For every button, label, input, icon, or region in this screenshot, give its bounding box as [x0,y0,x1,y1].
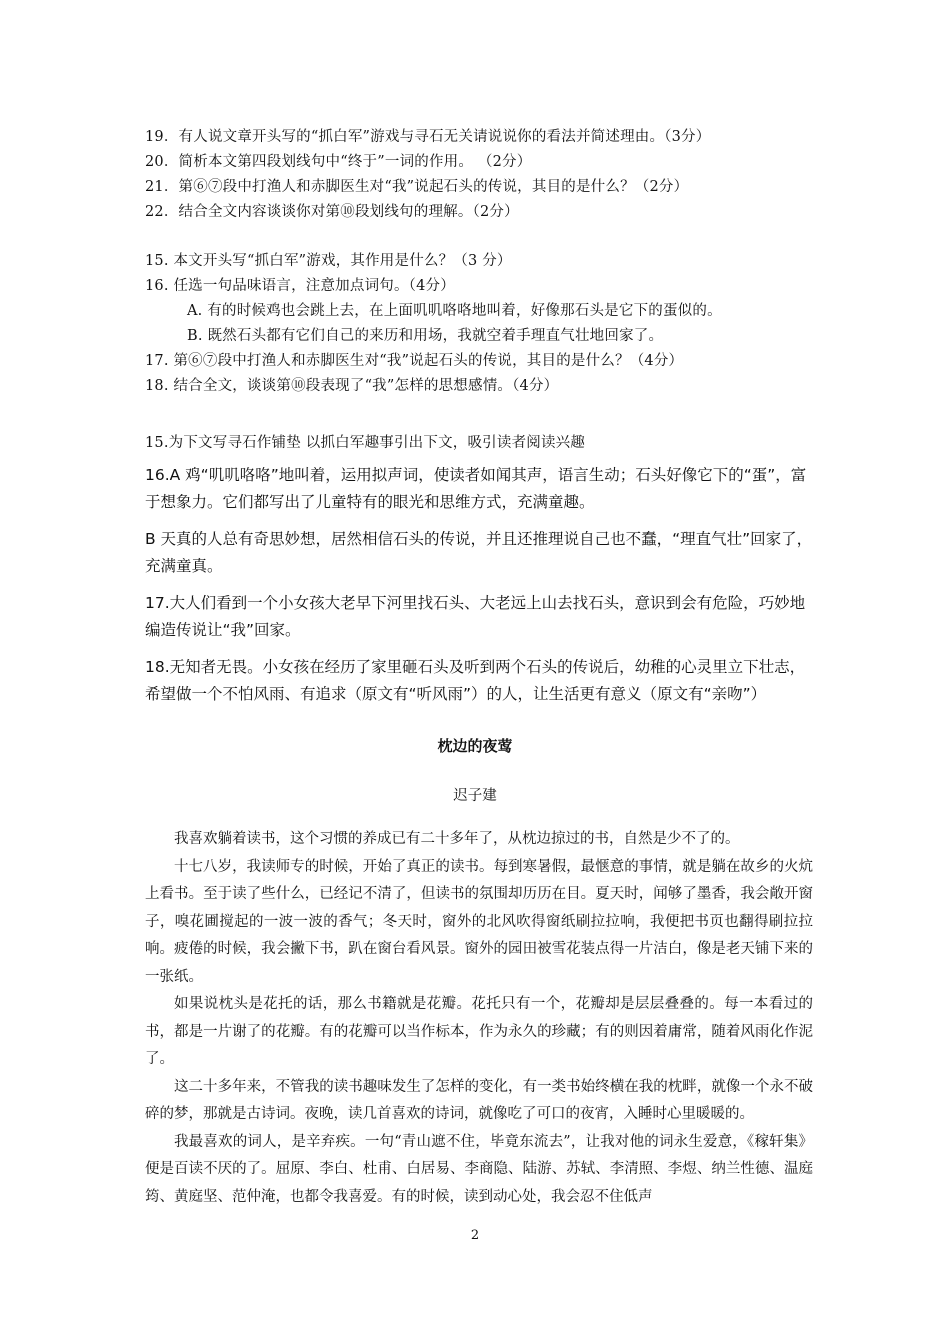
answers-block [145,462,815,718]
essay-paragraph: 这二十多年来，不管我的读书趣味发生了怎样的变化，有一类书始终横在我的枕畔，就像一个永不破碎的梦，那就是古诗词。夜晚，读几首喜欢的诗词，就像吃了可口的夜宵，入睡时心里暖暖的。 [145,1078,813,1122]
page-number: 2 [470,1228,480,1243]
question-18: 18. 结合全文，谈谈第⑩段表现了“我”怎样的思想感情。（4分） [145,378,559,394]
answer-16b: B 天真的人总有奇思妙想，居然相信石头的传说，并且还推理说自己也不蠢，“理直气壮”回家了，充满童真。 [145,530,813,575]
questions-set-a [145,125,815,225]
question-21: 21．第⑥⑦段中打渔人和赤脚医生对“我”说起石头的传说，其目的是什么？（2分） [145,179,689,195]
question-16-option-b: B. 既然石头都有它们自己的来历和用场，我就空着手理直气壮地回家了。 [187,328,664,344]
essay-paragraph: 如果说枕头是花托的话，那么书籍就是花瓣。花托只有一个，花瓣却是层层叠叠的。每一本看过的书，都是一片谢了的花瓣。有的花瓣可以当作标本，作为永久的珍藏；有的则因着庸常，随着风雨化作泥了。 [145,996,813,1067]
answer-15-text: 15.为下文写寻石作铺垫 以抓白军趣事引出下文，吸引读者阅读兴趣 [145,435,586,451]
essay-paragraph: 十七八岁，我读师专的时候，开始了真正的读书。每到寒暑假，最惬意的事情，就是躺在故乡的火炕上看书。至于读了些什么，已经记不清了，但读书的氛围却历历在目。夏天时，闻够了墨香，我会敞开窗子，嗅花圃搅起的一波一波的香气；冬天时，窗外的北风吹得窗纸刷拉拉响，我便把书页也翻得刷拉拉响。疲倦的时候，我会撇下书，趴在窗台看风景。窗外的园田被雪花装点得一片洁白，像是老天铺下来的一张纸。 [145,858,813,985]
answer-18: 18.无知者无畏。小女孩在经历了家里砸石头及听到两个石头的传说后，幼稚的心灵里立下壮志，希望做一个不怕风雨、有追求（原文有“听风雨”）的人，让生活更有意义（原文有“亲吻”） [145,658,806,703]
question-20: 20．简析本文第四段划线句中“终于”一词的作用。 （2分） [145,154,532,170]
essay-paragraph: 我喜欢躺着读书，这个习惯的养成已有二十多年了，从枕边掠过的书，自然是少不了的。 [174,831,740,847]
question-19: 19．有人说文章开头写的“抓白军”游戏与寻石无关请说说你的看法并简述理由。（3分） [145,129,711,145]
question-16: 16. 任选一句品味语言，注意加点词句。（4分） [145,278,455,294]
answer-16a: 16.A 鸡“叽叽咯咯”地叫着，运用拟声词，使读者如闻其声，语言生动；石头好像它下的“蛋”，富于想象力。它们都写出了儿童特有的眼光和思维方式，充满童趣。 [145,466,807,511]
answer-17: 17.大人们看到一个小女孩大老早下河里找石头、大老远上山去找石头，意识到会有危险，巧妙地编造传说让“我”回家。 [145,594,806,639]
question-17: 17. 第⑥⑦段中打渔人和赤脚医生对“我”说起石头的传说，其目的是什么？（4分） [145,353,684,369]
essay-title: 枕边的夜莺 [437,737,513,755]
question-15: 15. 本文开头写“抓白军”游戏，其作用是什么？（3 分） [145,253,512,269]
question-16-option-a: A. 有的时候鸡也会跳上去，在上面叽叽咯咯地叫着，好像那石头是它下的蛋似的。 [187,303,722,319]
essay-paragraph: 我最喜欢的词人，是辛弃疾。一句“青山遮不住，毕竟东流去”，让我对他的词永生爱意，《稼轩集》便是百读不厌的了。屈原、李白、杜甫、白居易、李商隐、陆游、苏轼、李清照、李煜、纳兰性德、温庭筠、黄庭坚、范仲淹，也都令我喜爱。有的时候，读到动心处，我会忍不住低声 [145,1133,813,1205]
question-22: 22．结合全文内容谈谈你对第⑩段划线句的理解。（2分） [145,204,519,220]
questions-set-b [145,249,815,399]
answer-15 [145,431,815,456]
essay-author: 迟子建 [453,788,497,804]
essay-body [145,826,813,1211]
